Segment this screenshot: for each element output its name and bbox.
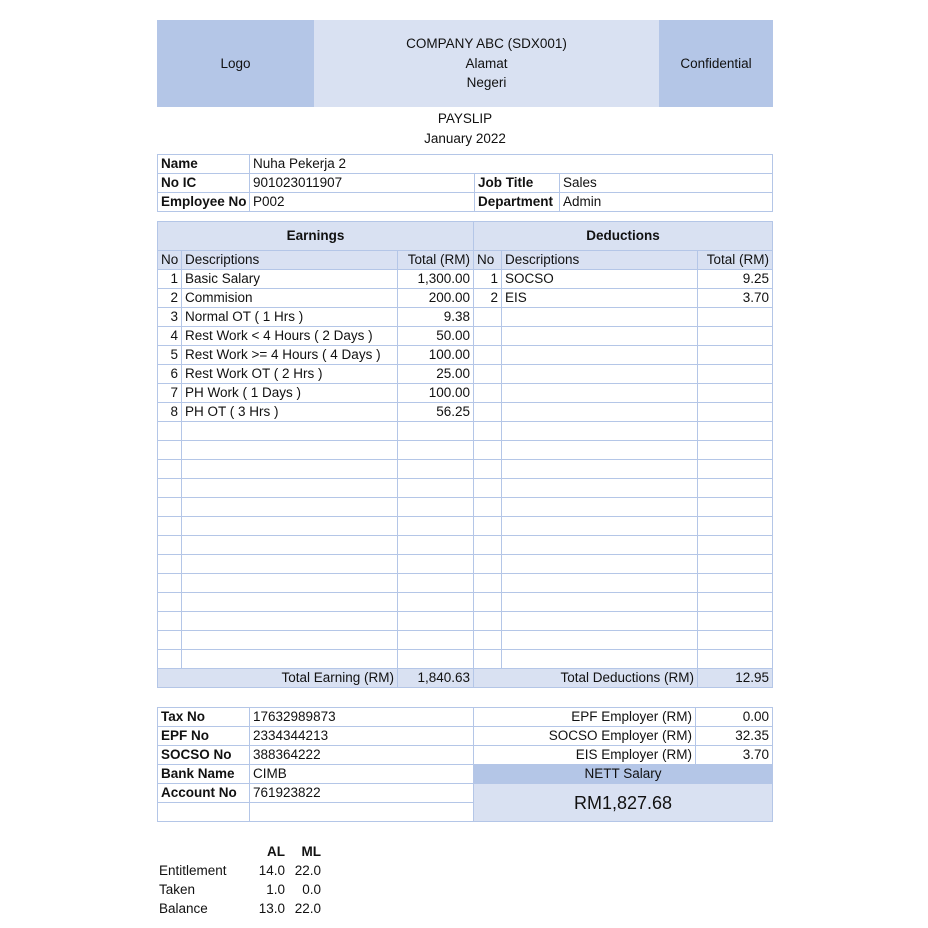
- earning-total: 100.00: [398, 384, 474, 403]
- deduction-total: [698, 650, 773, 669]
- employee-name-row: [158, 155, 773, 174]
- earning-no: [158, 612, 182, 631]
- pay-period: January 2022: [424, 131, 506, 146]
- totals-row: [158, 669, 773, 688]
- nett-salary-value: RM1,827.68: [474, 784, 773, 822]
- earning-desc: PH OT ( 3 Hrs ): [182, 403, 398, 422]
- earning-total: [398, 631, 474, 650]
- earning-no: 6: [158, 365, 182, 384]
- earning-total: 56.25: [398, 403, 474, 422]
- deduction-total: [698, 631, 773, 650]
- earning-desc: [182, 574, 398, 593]
- department-value: Admin: [560, 193, 773, 212]
- employee-no-label: Employee No: [158, 193, 250, 212]
- earning-no: [158, 517, 182, 536]
- name-label: Name: [158, 155, 250, 174]
- leave-al: 13.0: [258, 901, 285, 916]
- leave-row: [157, 899, 323, 918]
- earning-no: [158, 574, 182, 593]
- line-item-row: [158, 498, 773, 517]
- department-label: Department: [475, 193, 560, 212]
- confidential-label: Confidential: [659, 20, 773, 107]
- deduction-no: [474, 422, 502, 441]
- tax-no-label: Tax No: [158, 708, 250, 727]
- earning-no: [158, 555, 182, 574]
- employee-ic-row: [158, 174, 773, 193]
- eis-employer-label: EIS Employer (RM): [474, 746, 696, 765]
- deduction-total: [698, 365, 773, 384]
- line-item-row: [158, 403, 773, 422]
- earning-desc: [182, 517, 398, 536]
- deduction-desc: [502, 593, 698, 612]
- line-item-row: [158, 270, 773, 289]
- blank-cell: [250, 803, 474, 822]
- earnings-deductions-table: [157, 221, 773, 688]
- earning-no: [158, 479, 182, 498]
- line-item-row: [158, 479, 773, 498]
- employee-no-value: P002: [250, 193, 475, 212]
- leave-al: 1.0: [266, 882, 285, 897]
- deduction-total: [698, 498, 773, 517]
- deduction-no: [474, 479, 502, 498]
- line-item-row: [158, 289, 773, 308]
- deductions-col-desc: Descriptions: [502, 251, 698, 270]
- line-item-row: [158, 365, 773, 384]
- earning-no: [158, 536, 182, 555]
- deduction-total: [698, 346, 773, 365]
- company-state: Negeri: [466, 75, 507, 91]
- earning-desc: [182, 460, 398, 479]
- leave-label: Entitlement: [159, 863, 227, 878]
- line-item-row: [158, 593, 773, 612]
- line-item-row: [158, 650, 773, 669]
- earning-desc: [182, 441, 398, 460]
- deduction-no: [474, 517, 502, 536]
- bank-name-label: Bank Name: [158, 765, 250, 784]
- leave-label: Taken: [159, 882, 196, 897]
- deduction-desc: [502, 574, 698, 593]
- earning-desc: Normal OT ( 1 Hrs ): [182, 308, 398, 327]
- deduction-desc: [502, 384, 698, 403]
- earning-total: [398, 612, 474, 631]
- earning-desc: [182, 422, 398, 441]
- deduction-desc: [502, 308, 698, 327]
- earnings-title: Earnings: [158, 222, 474, 251]
- earning-total: 50.00: [398, 327, 474, 346]
- deduction-desc: [502, 479, 698, 498]
- earning-total: 1,300.00: [398, 270, 474, 289]
- earning-total: [398, 650, 474, 669]
- earning-total: 200.00: [398, 289, 474, 308]
- deduction-desc: [502, 536, 698, 555]
- earning-total: [398, 460, 474, 479]
- earning-no: [158, 593, 182, 612]
- earning-total: 9.38: [398, 308, 474, 327]
- line-item-row: [158, 327, 773, 346]
- earning-total: 100.00: [398, 346, 474, 365]
- earning-no: [158, 631, 182, 650]
- line-item-row: [158, 460, 773, 479]
- company-name: COMPANY ABC (SDX001): [406, 36, 567, 52]
- deduction-total: [698, 593, 773, 612]
- leave-balance-table: [157, 842, 323, 918]
- earning-no: 4: [158, 327, 182, 346]
- epf-row: [158, 727, 773, 746]
- deductions-col-no: No: [474, 251, 502, 270]
- deduction-total: [698, 555, 773, 574]
- leave-al: 14.0: [258, 863, 285, 878]
- deduction-no: [474, 574, 502, 593]
- total-deductions-value: 12.95: [698, 669, 773, 688]
- deduction-total: 9.25: [698, 270, 773, 289]
- earnings-col-total: Total (RM): [398, 251, 474, 270]
- payslip-header: [157, 20, 773, 107]
- nett-salary-label: NETT Salary: [474, 765, 773, 784]
- deductions-col-total: Total (RM): [698, 251, 773, 270]
- deduction-desc: [502, 498, 698, 517]
- leave-ml: 0.0: [302, 882, 321, 897]
- leave-header-ml: ML: [301, 844, 321, 859]
- earning-no: [158, 422, 182, 441]
- company-address: Alamat: [465, 55, 508, 71]
- deduction-desc: [502, 346, 698, 365]
- earning-total: [398, 517, 474, 536]
- deduction-no: [474, 441, 502, 460]
- deduction-desc: [502, 612, 698, 631]
- total-deductions-label: Total Deductions (RM): [474, 669, 698, 688]
- leave-row: [157, 861, 323, 880]
- line-item-row: [158, 441, 773, 460]
- epf-employer-value: 0.00: [696, 708, 773, 727]
- earning-desc: [182, 498, 398, 517]
- deduction-desc: [502, 631, 698, 650]
- epf-no-value: 2334344213: [250, 727, 474, 746]
- deduction-desc: [502, 403, 698, 422]
- deduction-no: [474, 384, 502, 403]
- deduction-no: [474, 365, 502, 384]
- earning-no: [158, 441, 182, 460]
- earning-no: 8: [158, 403, 182, 422]
- deduction-total: [698, 384, 773, 403]
- deduction-desc: [502, 517, 698, 536]
- deduction-no: [474, 536, 502, 555]
- deduction-desc: [502, 365, 698, 384]
- deduction-no: [474, 460, 502, 479]
- earning-total: 25.00: [398, 365, 474, 384]
- deduction-no: [474, 612, 502, 631]
- deduction-total: [698, 517, 773, 536]
- account-no-value: 761923822: [250, 784, 474, 803]
- job-title-value: Sales: [560, 174, 773, 193]
- epf-employer-label: EPF Employer (RM): [474, 708, 696, 727]
- line-item-row: [158, 631, 773, 650]
- earning-total: [398, 536, 474, 555]
- deduction-no: [474, 650, 502, 669]
- account-no-label: Account No: [158, 784, 250, 803]
- deduction-no: [474, 308, 502, 327]
- deduction-total: [698, 479, 773, 498]
- leave-row: [157, 880, 323, 899]
- total-earning-label: Total Earning (RM): [158, 669, 398, 688]
- earning-no: 7: [158, 384, 182, 403]
- statutory-and-nett-table: [157, 707, 773, 822]
- deduction-desc: [502, 460, 698, 479]
- company-info: [314, 20, 659, 107]
- deduction-desc: EIS: [502, 289, 698, 308]
- deduction-total: [698, 536, 773, 555]
- ic-label: No IC: [158, 174, 250, 193]
- earning-desc: [182, 479, 398, 498]
- earning-desc: [182, 612, 398, 631]
- deduction-total: [698, 574, 773, 593]
- section-header-row: [158, 222, 773, 251]
- employee-info-table: [157, 154, 773, 212]
- deduction-no: [474, 498, 502, 517]
- tax-row: [158, 708, 773, 727]
- deduction-desc: [502, 327, 698, 346]
- eis-employer-value: 3.70: [696, 746, 773, 765]
- leave-label: Balance: [159, 901, 208, 916]
- leave-header-al: AL: [267, 844, 285, 859]
- line-item-row: [158, 346, 773, 365]
- leave-ml: 22.0: [294, 901, 321, 916]
- deduction-no: [474, 555, 502, 574]
- deduction-no: 1: [474, 270, 502, 289]
- line-item-row: [158, 517, 773, 536]
- deduction-total: [698, 441, 773, 460]
- name-value: Nuha Pekerja 2: [250, 155, 773, 174]
- leave-header-blank: [157, 842, 247, 861]
- earning-total: [398, 422, 474, 441]
- deduction-desc: [502, 441, 698, 460]
- deduction-total: 3.70: [698, 289, 773, 308]
- deduction-desc: SOCSO: [502, 270, 698, 289]
- line-item-row: [158, 422, 773, 441]
- line-item-row: [158, 574, 773, 593]
- socso-row: [158, 746, 773, 765]
- earning-total: [398, 441, 474, 460]
- ic-value: 901023011907: [250, 174, 475, 193]
- document-title: PAYSLIP: [437, 111, 493, 126]
- job-title-label: Job Title: [475, 174, 560, 193]
- earning-total: [398, 498, 474, 517]
- deduction-desc: [502, 650, 698, 669]
- logo-placeholder: Logo: [157, 20, 314, 107]
- earning-desc: Rest Work < 4 Hours ( 2 Days ): [182, 327, 398, 346]
- earning-no: [158, 650, 182, 669]
- earning-total: [398, 593, 474, 612]
- socso-no-label: SOCSO No: [158, 746, 250, 765]
- account-row: [158, 784, 773, 803]
- line-item-row: [158, 536, 773, 555]
- deduction-no: [474, 327, 502, 346]
- line-item-row: [158, 612, 773, 631]
- earning-no: 3: [158, 308, 182, 327]
- blank-cell: [158, 803, 250, 822]
- deduction-no: [474, 593, 502, 612]
- socso-employer-label: SOCSO Employer (RM): [474, 727, 696, 746]
- total-earning-value: 1,840.63: [398, 669, 474, 688]
- tax-no-value: 17632989873: [250, 708, 474, 727]
- earning-desc: [182, 555, 398, 574]
- earning-desc: [182, 631, 398, 650]
- deduction-total: [698, 403, 773, 422]
- earning-desc: PH Work ( 1 Days ): [182, 384, 398, 403]
- deduction-total: [698, 327, 773, 346]
- leave-ml: 22.0: [294, 863, 321, 878]
- deduction-total: [698, 308, 773, 327]
- epf-no-label: EPF No: [158, 727, 250, 746]
- socso-employer-value: 32.35: [696, 727, 773, 746]
- earning-total: [398, 555, 474, 574]
- column-header-row: [158, 251, 773, 270]
- line-item-row: [158, 555, 773, 574]
- bank-name-value: CIMB: [250, 765, 474, 784]
- deduction-no: [474, 346, 502, 365]
- deduction-no: [474, 631, 502, 650]
- deduction-desc: [502, 555, 698, 574]
- deduction-desc: [502, 422, 698, 441]
- earning-no: 2: [158, 289, 182, 308]
- earning-desc: [182, 593, 398, 612]
- earning-total: [398, 479, 474, 498]
- earning-no: 5: [158, 346, 182, 365]
- earning-desc: Rest Work >= 4 Hours ( 4 Days ): [182, 346, 398, 365]
- deduction-total: [698, 460, 773, 479]
- line-item-row: [158, 308, 773, 327]
- socso-no-value: 388364222: [250, 746, 474, 765]
- employee-no-row: [158, 193, 773, 212]
- deduction-total: [698, 612, 773, 631]
- earning-no: 1: [158, 270, 182, 289]
- earnings-col-no: No: [158, 251, 182, 270]
- deduction-no: 2: [474, 289, 502, 308]
- deduction-total: [698, 422, 773, 441]
- earning-desc: Commision: [182, 289, 398, 308]
- deduction-no: [474, 403, 502, 422]
- earning-desc: [182, 650, 398, 669]
- leave-header-row: [157, 842, 323, 861]
- earning-desc: Basic Salary: [182, 270, 398, 289]
- line-item-row: [158, 384, 773, 403]
- deductions-title: Deductions: [474, 222, 773, 251]
- bank-row: [158, 765, 773, 784]
- earning-desc: [182, 536, 398, 555]
- earning-total: [398, 574, 474, 593]
- earning-no: [158, 460, 182, 479]
- earning-no: [158, 498, 182, 517]
- earning-desc: Rest Work OT ( 2 Hrs ): [182, 365, 398, 384]
- earnings-col-desc: Descriptions: [182, 251, 398, 270]
